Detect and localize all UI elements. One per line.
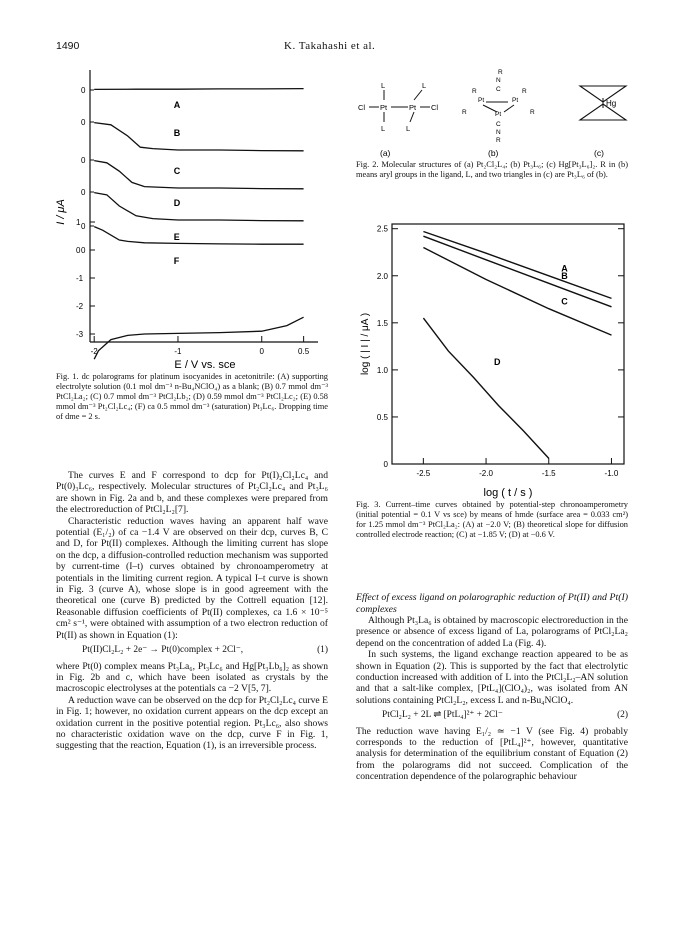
figure-2-caption: Fig. 2. Molecular structures of (a) Pt₂Cl₂L₄; (b) Pt₃L₆; (c) Hg[Pt₃L₆]₂. R in (b) means aryl groups in the ligand, L, and two triangles in (c) are Pt₃L₆ of (b). <box>356 160 628 179</box>
fig3-curve-D <box>423 318 548 458</box>
left-column-text <box>56 470 328 752</box>
fig3-x-tick: -1.5 <box>541 469 556 478</box>
equation-1-text: Pt(II)Cl₂L₂ + 2e⁻ → Pt(0)complex + 2Cl⁻, <box>82 645 244 656</box>
paragraph: Characteristic reduction waves having an apparent half wave potential (E₁/₂) of ca −1.4 V are observed on their dcp, curves B, C and D, for Pt(II) complexes. Although the limiting current has slope on the dcp, a diffusion-controlled reduction mechanism was supported by current-time (I–t) curves obtained by chronoamperometry at potentials in the limiting current region. A typical I–t curve is shown in Fig. 3 (curve A), whose slope is in good agreement with the theoretical one (curve B) predicted by the Cottrell equation [12]. Reasonable diffusion coefficients of Pt(II) complexes, ca 1.6 × 10⁻⁵ cm² s⁻¹, were obtained with assumption of a two electron reduction of Pt(II) as shown in Equation (1): <box>56 515 328 641</box>
fig1-curve-B <box>94 123 303 151</box>
page-number: 1490 <box>56 40 80 52</box>
atom-pt-b3: Pt <box>495 111 502 118</box>
fig3-curve-C <box>423 248 611 336</box>
fig1-y-tick: -1 <box>76 274 84 283</box>
atom-c-bottom: C <box>496 121 501 128</box>
fig3-y-tick: 0.5 <box>376 412 388 422</box>
fig1-curve-F <box>94 317 303 359</box>
equation-2 <box>356 706 628 725</box>
atom-cl-left: Cl <box>358 103 366 112</box>
atom-pt-left: Pt <box>380 103 388 112</box>
atom-l-3: L <box>422 81 427 90</box>
figure-1-polarograms <box>50 62 332 372</box>
fig2-label-b: (b) <box>488 148 499 158</box>
equation-1-number: (1) <box>317 645 328 656</box>
atom-r-lower-right: R <box>530 109 535 116</box>
fig1-labels <box>174 100 181 266</box>
fig1-x-tick: 0.5 <box>298 347 310 356</box>
fig1-zero-tick: 0 <box>81 222 86 231</box>
fig1-frame <box>90 70 318 342</box>
structure-a <box>358 81 438 133</box>
fig1-zero-tick: 0 <box>81 246 86 255</box>
figure-3-caption: Fig. 3. Current–time curves obtained by potential-step chronoamperometry (initial potential = 0.1 V vs sce) by means of hmde (surface area = 0.033 cm²) for 1.25 mmol dm⁻³ PtCl₂La₂: (A) at −2.0 V; (B) theoretical slope for diffusion controlled electrode reaction; (C) at −1.85 V; (D) at −0.6 V. <box>356 500 628 539</box>
fig3-origin-tick: 0 <box>383 460 388 469</box>
fig3-y-tick: 1.0 <box>376 365 388 375</box>
fig1-y-tick: -3 <box>76 330 84 339</box>
atom-r-lower-left: R <box>462 109 467 116</box>
section-heading: Effect of excess ligand on polarographic reduction of Pt(II) and Pt(I) complexes <box>356 592 628 615</box>
atom-l-1: L <box>381 81 386 90</box>
paragraph: where Pt(0) complex means Pt₃La₆, Pt₃Lc₆ and Hg[Pt₃Lb₆]₂ as shown in Fig. 2b and c, which have been isolated as crystals by the macroscopic electrolyses at the potentials ca −2 V[5, 7]. <box>56 660 328 695</box>
fig1-curve-label-D: D <box>173 198 181 208</box>
fig1-zero-tick: 0 <box>81 188 86 197</box>
structure-c <box>580 86 626 120</box>
fig1-x-tick: 0 <box>259 347 264 356</box>
atom-n-bottom: N <box>496 129 501 136</box>
figure-1-caption: Fig. 1. dc polarograms for platinum isocyanides in acetonitrile: (A) supporting electrolyte solution (0.1 mol dm⁻³ n-Bu₄NClO₄) as a blank; (B) 0.7 mmol dm⁻³ PtCl₂La₂; (C) 0.7 mmol dm⁻³ PtCl₂Lb₂; (D) 0.59 mmol dm⁻³ PtCl₂Lc₂; (E) 0.58 mmol dm⁻³ Pt₂Cl₂Lc₄; (F) ca 0.5 mmol dm⁻³ (saturation) Pt₃Lc₆. Dropping time of dme = 2 s. <box>56 372 328 421</box>
fig1-y-tick: -2 <box>76 302 84 311</box>
fig1-curve-label-A: A <box>173 100 181 110</box>
atom-l-4: L <box>406 124 411 133</box>
fig3-y-label: log ( | I | / μA ) <box>360 312 371 376</box>
structure-b <box>462 69 535 144</box>
fig1-curve-label-F: F <box>173 256 180 266</box>
atom-hg: Hg <box>606 99 617 108</box>
figure-3-current-time <box>354 212 636 502</box>
fig3-y-tick: 2.5 <box>376 224 388 234</box>
fig3-x-label: log ( t / s ) <box>483 487 533 499</box>
atom-l-2: L <box>381 124 386 133</box>
fig3-x-tick: -1.0 <box>604 469 619 478</box>
fig3-curve-label-A: A <box>561 263 568 274</box>
fig3-frame <box>392 224 624 464</box>
atom-r-right: R <box>522 88 527 95</box>
atom-r-bottom: R <box>496 137 501 144</box>
fig1-x-tick: -1 <box>174 347 182 356</box>
fig3-curves <box>423 232 611 459</box>
atom-pt-b1: Pt <box>478 97 485 104</box>
atom-c-top: C <box>496 86 501 93</box>
fig3-curve-B <box>423 236 611 307</box>
fig3-curve-label-D: D <box>494 357 501 368</box>
paragraph: The reduction wave having E₁/₂ ≃ −1 V (see Fig. 4) probably corresponds to the reduction of [PtL₄]²⁺, however, quantitative analysis for determination of the equilibrium constant of Equation (2) from the polarograms did not succeed. Complication of the concentration dependence of the polarographic behaviour <box>356 725 628 783</box>
fig1-y-tick: 1 <box>76 218 81 227</box>
atom-pt-b2: Pt <box>512 97 519 104</box>
fig1-x-label: E / V vs. sce <box>174 359 236 371</box>
fig1-x-tick: -2 <box>90 347 98 356</box>
fig2-label-a: (a) <box>380 148 391 158</box>
fig1-curve-label-E: E <box>173 232 180 242</box>
fig1-curve-label-B: B <box>173 128 181 138</box>
fig2-label-c: (c) <box>594 148 604 158</box>
fig1-y-label: I / μA <box>55 199 67 225</box>
right-column-text <box>356 592 628 783</box>
fig1-curve-C <box>94 161 303 189</box>
fig1-curve-label-C: C <box>173 166 181 176</box>
fig3-x-tick: -2.5 <box>416 469 431 478</box>
fig3-curve-label-C: C <box>561 296 568 307</box>
fig3-y-tick: 2.0 <box>376 271 388 281</box>
fig1-zero-tick: 0 <box>81 86 86 95</box>
equation-2-text: PtCl₂L₂ + 2L ⇌ [PtL₄]²⁺ + 2Cl⁻ <box>382 710 503 721</box>
fig3-curve-label-B: B <box>561 271 568 282</box>
fig1-curves <box>94 89 303 360</box>
fig1-curve-E <box>94 227 303 245</box>
fig3-y-tick: 1.5 <box>376 318 388 328</box>
atom-pt-right: Pt <box>409 103 417 112</box>
fig1-y-tick: 0 <box>76 246 81 255</box>
fig3-ticks <box>377 225 624 478</box>
paragraph: Although Pt₃La₆ is obtained by macroscopic electroreduction in the presence or absence of excess ligand of La, polarograms of PtCl₂La₂ depend on the concentration of added La (Fig. 4). <box>356 615 628 649</box>
fig1-curve-D <box>94 193 303 221</box>
fig1-curve-A <box>94 89 303 90</box>
running-head: K. Takahashi et al. <box>284 40 376 52</box>
fig3-x-tick: -2.0 <box>479 469 493 478</box>
equation-1 <box>56 641 328 660</box>
figure-2-structures <box>350 60 640 160</box>
fig1-zero-tick: 0 <box>81 118 86 127</box>
atom-r-left: R <box>472 88 477 95</box>
fig3-curve-A <box>423 232 611 299</box>
paragraph: The curves E and F correspond to dcp for Pt(I)₂Cl₂Lc₄ and Pt(0)₃Lc₆, respectively. Molecular structures of Pt₂Cl₂Lc₄ and Pt₃L₆ are shown in Fig. 2a and b, and these complexes were prepared from the electroreduction of PtCl₂L₂[7]. <box>56 470 328 516</box>
atom-n-top: N <box>496 77 501 84</box>
atom-r-top: R <box>498 69 503 76</box>
paragraph: A reduction wave can be observed on the dcp for Pt₂Cl₂Lc₄ curve E in Fig. 1; however, no oxidation current appears on the dcp except an oxidation current in the positive potential region. Pt₃Lc₆, also shows no characteristic oxidation wave on the dcp, curve F in Fig. 1, suggesting that the reaction, Equation (1), is an irreversible process. <box>56 694 328 752</box>
paragraph: In such systems, the ligand exchange reaction appeared to be as shown in Equation (2). This is supported by the fact that electrolytic conduction increased with addition of L into the PtCl₂L₂–AN solution and that a salt-like complex, [PtL₄](ClO₄)₂, was isolated from AN solutions containing PtCl₂L₂, excess L and n-Bu₄NClO₄. <box>356 649 628 706</box>
equation-2-number: (2) <box>617 710 628 721</box>
atom-cl-right: Cl <box>431 103 439 112</box>
fig1-zero-tick: 0 <box>81 156 86 165</box>
